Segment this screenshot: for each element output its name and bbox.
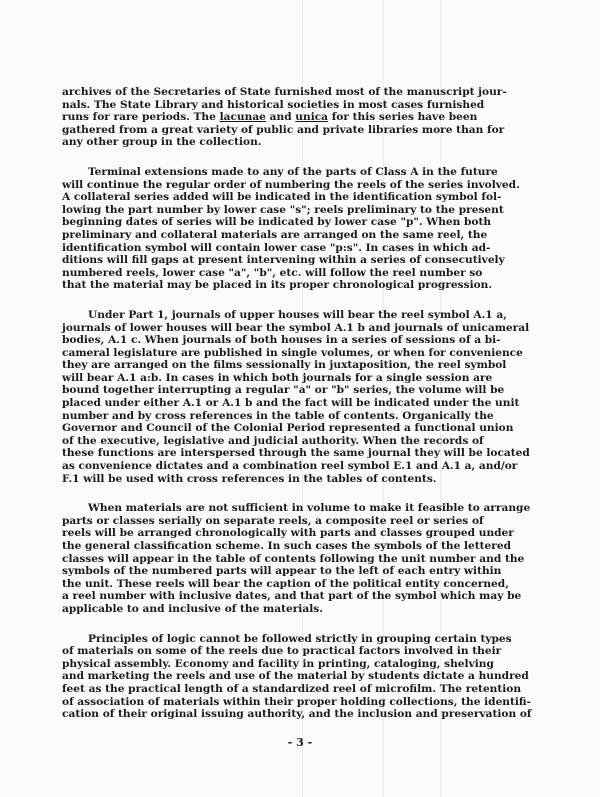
text-line: placed under either A.1 or A.1 b and the fact will be indicated under the unit bbox=[62, 397, 520, 410]
text-line: of materials on some of the reels due to practical factors involved in their bbox=[62, 645, 502, 658]
text-line: F.1 will be used with cross references in the tables of contents. bbox=[62, 472, 437, 485]
text-line: Governor and Council of the Colonial Period represented a functional union bbox=[62, 422, 514, 435]
text-line: classes will appear in the table of contents following the unit number and the bbox=[62, 552, 525, 565]
paragraph bbox=[62, 309, 540, 485]
text-line: feet as the practical length of a standardized reel of microfilm. The retention bbox=[62, 682, 522, 695]
paragraph bbox=[62, 166, 540, 292]
body-text bbox=[62, 86, 540, 738]
paragraph bbox=[62, 86, 540, 149]
text-line: will bear A.1 a:b. In cases in which both journals for a single session are bbox=[62, 371, 493, 384]
text-line: gathered from a great variety of public and private libraries more than for bbox=[62, 123, 505, 136]
text-line: A collateral series added will be indicated in the identification symbol fol- bbox=[62, 191, 502, 204]
text-line: bound together interrupting a regular "a" or "b" series, the volume will be bbox=[62, 384, 505, 397]
text-line: When materials are not sufficient in volume to make it feasible to arrange bbox=[88, 502, 531, 515]
text-line: number and by cross references in the table of contents. Organically the bbox=[62, 409, 494, 422]
text-line: that the material may be placed in its proper chronological progression. bbox=[62, 279, 493, 292]
paragraph bbox=[62, 502, 540, 615]
text-line: cameral legislature are published in single volumes, or when for convenience bbox=[62, 346, 523, 359]
text-line: cation of their original issuing authority, and the inclusion and preservation of bbox=[62, 708, 532, 721]
text-line: the unit. These reels will bear the caption of the political entity concerned, bbox=[62, 577, 509, 590]
text-line: of association of materials within their proper holding collections, the identifi- bbox=[62, 695, 532, 708]
text-line: runs for rare periods. The lacunae and unica for this series have been bbox=[62, 111, 478, 124]
text-line: beginning dates of series will be indicated by lower case "p". When both bbox=[62, 216, 492, 229]
text-line: a reel number with inclusive dates, and that part of the symbol which may be bbox=[62, 590, 522, 603]
text-line: the general classification scheme. In such cases the symbols of the lettered bbox=[62, 540, 512, 552]
text-line: Principles of logic cannot be followed strictly in grouping certain types bbox=[88, 632, 512, 645]
text-line: preliminary and collateral materials are arranged on the same reel, the bbox=[62, 228, 488, 241]
text-line: archives of the Secretaries of State furnished most of the manuscript jour- bbox=[62, 86, 507, 98]
text-line: will continue the regular order of numbering the reels of the series involved. bbox=[62, 178, 520, 191]
text-line: numbered reels, lower case "a", "b", etc. will follow the reel number so bbox=[62, 266, 483, 279]
text-line: any other group in the collection. bbox=[62, 136, 262, 149]
text-line: symbols of the numbered parts will appear to the left of each entry within bbox=[62, 565, 502, 578]
text-line: these functions are interspersed through the same journal they will be located bbox=[62, 447, 530, 460]
text-line: and marketing the reels and use of the material by students dictate a hundred bbox=[62, 670, 529, 683]
text-line: they are arranged on the films sessionally in juxtaposition, the reel symbol bbox=[62, 359, 507, 372]
text-line: lowing the part number by lower case "s"; reels preliminary to the present bbox=[62, 203, 504, 216]
text-line: nals. The State Library and historical societies in most cases furnished bbox=[62, 98, 485, 111]
text-line: ditions will fill gaps at present intervening within a series of consecutively bbox=[62, 254, 505, 267]
paragraph bbox=[62, 633, 540, 721]
text-line: bodies, A.1 c. When journals of both houses in a series of sessions of a bi- bbox=[62, 334, 501, 347]
text-line: as convenience dictates and a combination reel symbol E.1 and A.1 a, and/or bbox=[62, 460, 518, 473]
text-line: reels will be arranged chronologically with parts and classes grouped under bbox=[62, 527, 514, 540]
text-line: of the executive, legislative and judicial authority. When the records of bbox=[62, 434, 484, 447]
text-line: identification symbol will contain lower case "p:s". In cases in which ad- bbox=[62, 241, 491, 254]
text-line: physical assembly. Economy and facility in printing, cataloging, shelving bbox=[62, 657, 494, 670]
text-line: Under Part 1, journals of upper houses will bear the reel symbol A.1 a, bbox=[88, 308, 507, 321]
text-line: applicable to and inclusive of the materials. bbox=[62, 602, 323, 615]
text-line: parts or classes serially on separate reels, a composite reel or series of bbox=[62, 514, 484, 527]
text-line: journals of lower houses will bear the symbol A.1 b and journals of unicameral bbox=[62, 321, 530, 334]
text-line: Terminal extensions made to any of the parts of Class A in the future bbox=[88, 165, 498, 178]
page-number: - 3 - bbox=[287, 736, 313, 749]
